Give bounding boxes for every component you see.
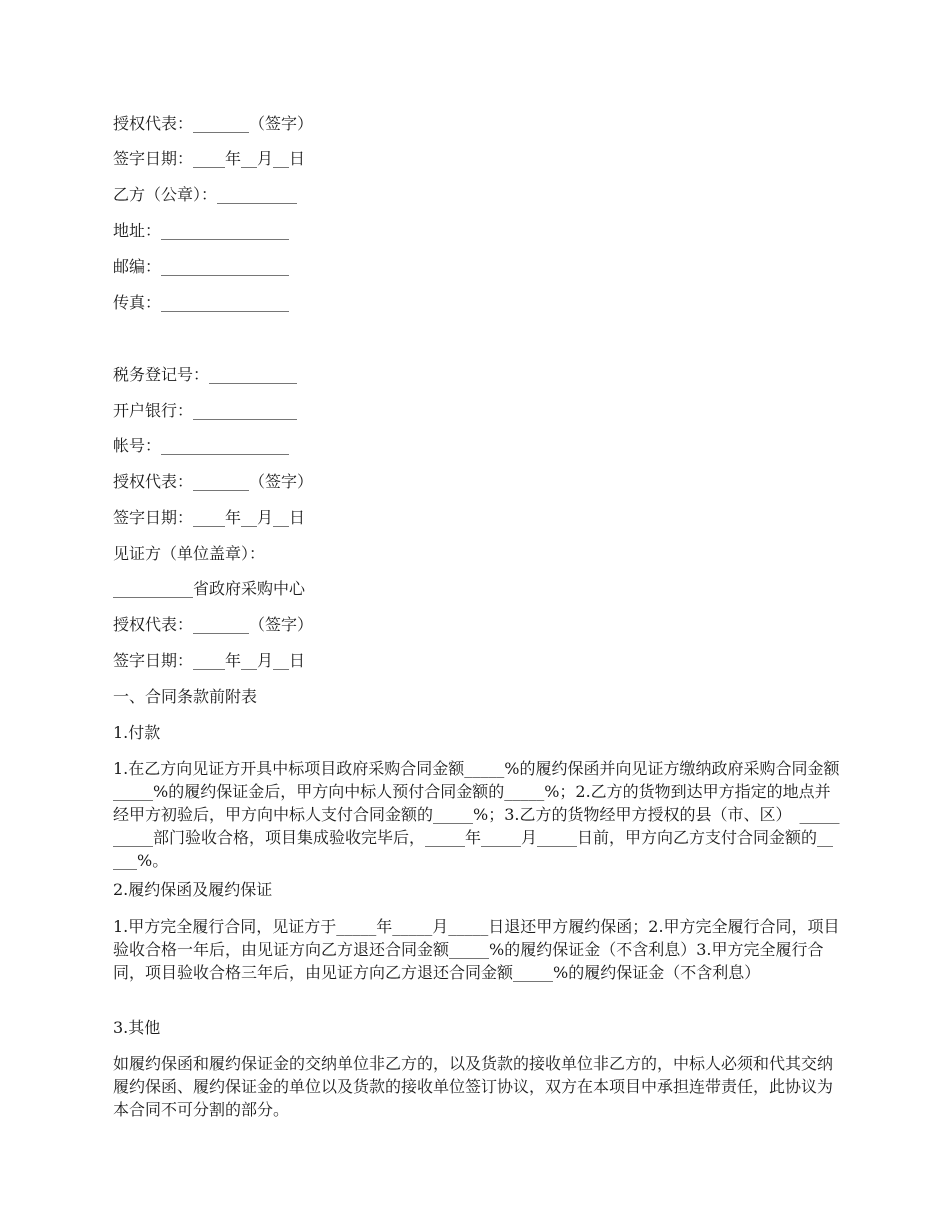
postcode-line: 邮编：________________ bbox=[113, 257, 290, 276]
authorized-rep-line-2: 授权代表：_______（签字） bbox=[113, 472, 314, 491]
witness-seal-line: 见证方（单位盖章）： bbox=[113, 544, 266, 563]
party-b-seal-line: 乙方（公章）：__________ bbox=[113, 185, 298, 204]
section-title: 一、合同条款前附表 bbox=[113, 687, 258, 706]
signing-date-line: 签字日期：____年__月__日 bbox=[113, 149, 306, 168]
tax-registration-line: 税务登记号：___________ bbox=[113, 365, 298, 384]
signing-date-line-3: 签字日期：____年__月__日 bbox=[113, 651, 306, 670]
payment-heading: 1.付款 bbox=[113, 723, 161, 742]
payment-paragraph: 1.在乙方向见证方开具中标项目政府采购合同金额_____%的履约保函并向见证方缴纳政府采购合同金额_____%的履约保证金后，甲方向中标人预付合同金额的_____%；2.乙方的货物到达甲方指定的地点并经甲方初验后，甲方向中标人支付合同金额的_____%；3.乙方的货物经甲方授权的县（市、区） __________部门验收合格，项目集成验收完毕后，_____年_____月_____日前，甲方向乙方支付合同金额的_____%。 bbox=[113, 759, 840, 870]
fax-line: 传真：________________ bbox=[113, 293, 290, 312]
other-paragraph: 如履约保函和履约保证金的交纳单位非乙方的，以及货款的接收单位非乙方的，中标人必须和代其交纳履约保函、履约保证金的单位以及货款的接收单位签订协议，双方在本项目中承担连带责任，此协议为本合同不可分割的部分。 bbox=[113, 1054, 834, 1119]
signing-date-line-2: 签字日期：____年__月__日 bbox=[113, 508, 306, 527]
performance-bond-heading: 2.履约保函及履约保证 bbox=[113, 880, 273, 899]
bank-line: 开户银行：_____________ bbox=[113, 401, 298, 420]
performance-bond-paragraph: 1.甲方完全履行合同，见证方于_____年_____月_____日退还甲方履约保函；2.甲方完全履行合同，项目验收合格一年后，由见证方向乙方退还合同金额_____%的履约保证金（不含利息）3.甲方完全履行合同，项目验收合格三年后，由见证方向乙方退还合同金额_____%的履约保证金（不含利息） bbox=[113, 917, 840, 982]
procurement-center-line: __________省政府采购中心 bbox=[113, 579, 306, 598]
other-heading: 3.其他 bbox=[113, 1018, 161, 1037]
authorized-rep-line-3: 授权代表：_______（签字） bbox=[113, 615, 314, 634]
address-line: 地址：________________ bbox=[113, 221, 290, 240]
account-line: 帐号：________________ bbox=[113, 436, 290, 455]
authorized-rep-line: 授权代表：_______（签字） bbox=[113, 114, 314, 133]
